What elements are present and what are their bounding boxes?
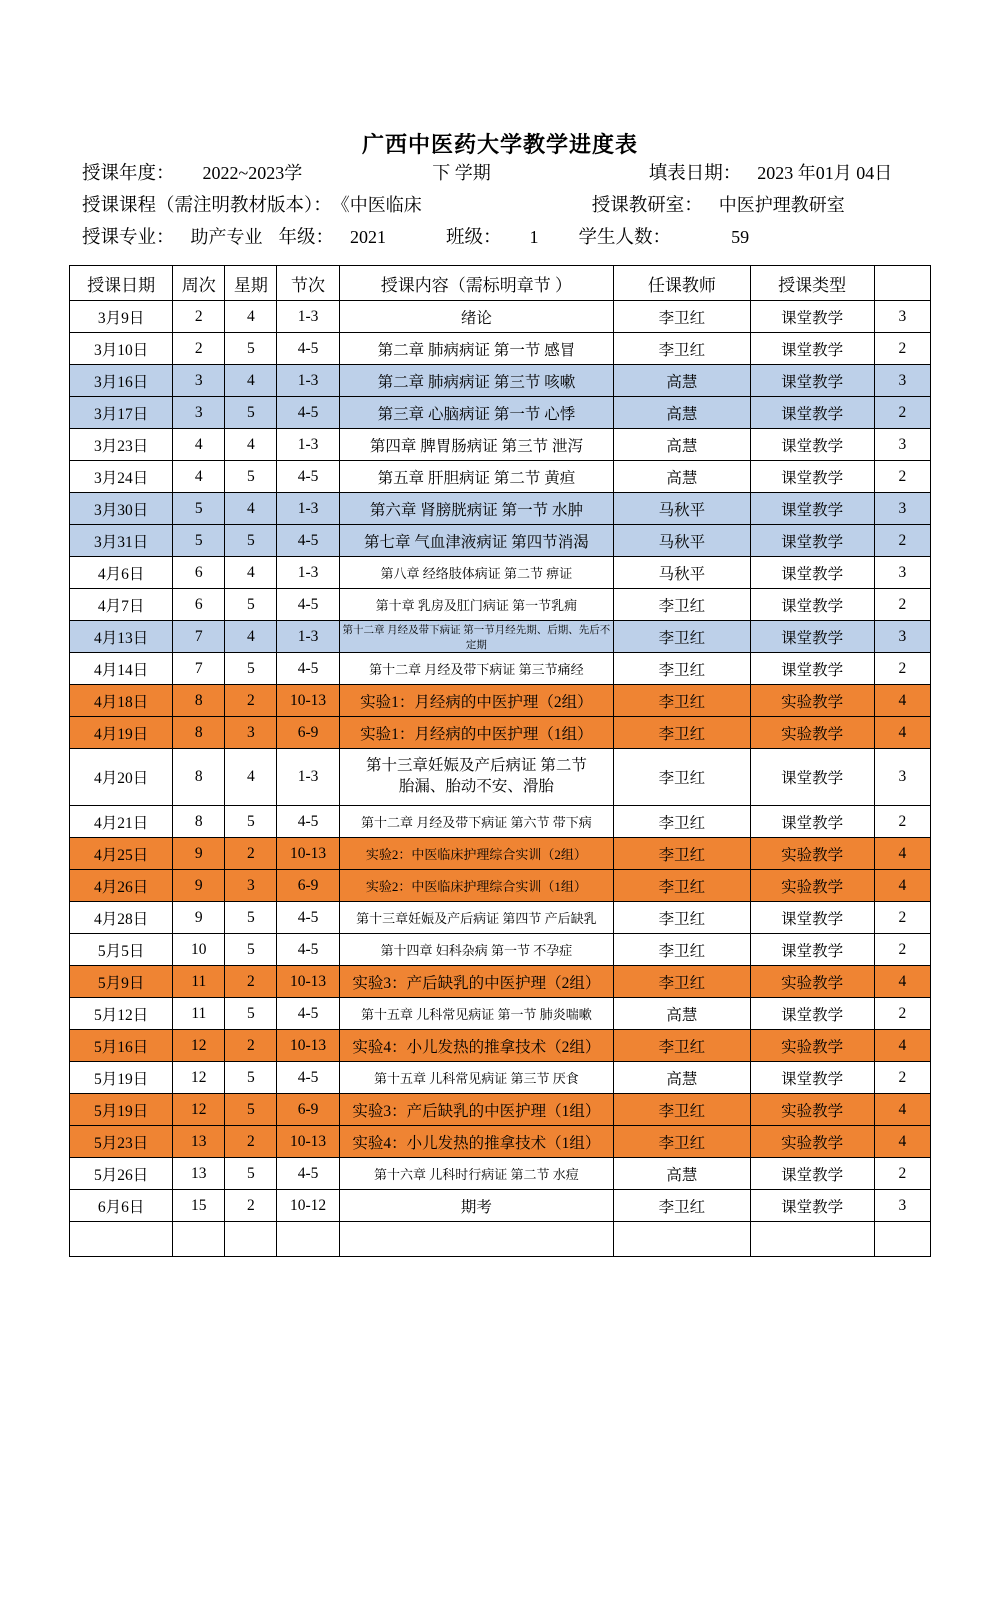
cell-section: 4-5 xyxy=(277,1062,339,1094)
cell-day: 5 xyxy=(225,902,277,934)
cell-date: 4月18日 xyxy=(70,685,173,717)
cell-day: 2 xyxy=(225,685,277,717)
cell-teacher: 李卫红 xyxy=(614,301,750,333)
cell-content: 期考 xyxy=(339,1190,614,1222)
cell-hours: 2 xyxy=(874,998,930,1030)
cell-week: 13 xyxy=(173,1158,225,1190)
cell-section: 4-5 xyxy=(277,902,339,934)
cell-section: 1-3 xyxy=(277,301,339,333)
cell-section: 10-13 xyxy=(277,838,339,870)
cell-day: 2 xyxy=(225,966,277,998)
cell-hours: 2 xyxy=(874,653,930,685)
table-row xyxy=(70,806,931,838)
cell-teacher: 李卫红 xyxy=(614,934,750,966)
table-row xyxy=(70,1062,931,1094)
cell-hours xyxy=(874,1222,930,1257)
cell-hours: 2 xyxy=(874,806,930,838)
table-row xyxy=(70,934,931,966)
cell-type: 实验教学 xyxy=(750,1030,874,1062)
cell-week: 8 xyxy=(173,749,225,806)
cell-hours: 3 xyxy=(874,749,930,806)
cell-hours: 3 xyxy=(874,301,930,333)
cell-date: 4月19日 xyxy=(70,717,173,749)
cell-content: 实验1：月经病的中医护理（1组） xyxy=(339,717,614,749)
cell-type: 课堂教学 xyxy=(750,902,874,934)
cell-content: 第十二章 月经及带下病证 第六节 带下病 xyxy=(339,806,614,838)
cell-teacher: 李卫红 xyxy=(614,1030,750,1062)
cell-date: 5月9日 xyxy=(70,966,173,998)
cell-type: 课堂教学 xyxy=(750,1190,874,1222)
cell-content: 实验2：中医临床护理综合实训（1组） xyxy=(339,870,614,902)
cell-hours: 4 xyxy=(874,685,930,717)
cell-date: 4月21日 xyxy=(70,806,173,838)
cell-section: 4-5 xyxy=(277,998,339,1030)
cell-date: 4月26日 xyxy=(70,870,173,902)
cell-week: 5 xyxy=(173,493,225,525)
class-label: 班级： xyxy=(446,228,502,248)
cell-teacher: 马秋平 xyxy=(614,525,750,557)
cell-type: 课堂教学 xyxy=(750,653,874,685)
cell-week: 4 xyxy=(173,461,225,493)
cell-section: 1-3 xyxy=(277,365,339,397)
cell-teacher: 李卫红 xyxy=(614,1094,750,1126)
cell-day: 3 xyxy=(225,717,277,749)
cell-type: 实验教学 xyxy=(750,1094,874,1126)
cell-hours: 4 xyxy=(874,1030,930,1062)
students-label: 学生人数： xyxy=(578,228,672,248)
cell-content: 第二章 肺病病证 第三节 咳嗽 xyxy=(339,365,614,397)
cell-week: 13 xyxy=(173,1126,225,1158)
cell-hours: 3 xyxy=(874,557,930,589)
cell-type: 课堂教学 xyxy=(750,429,874,461)
cell-type: 实验教学 xyxy=(750,838,874,870)
cell-section: 4-5 xyxy=(277,461,339,493)
cell-week: 6 xyxy=(173,589,225,621)
cell-type: 课堂教学 xyxy=(750,621,874,653)
cell-type: 实验教学 xyxy=(750,966,874,998)
cell-week: 8 xyxy=(173,806,225,838)
cell-date: 5月23日 xyxy=(70,1126,173,1158)
cell-teacher: 李卫红 xyxy=(614,838,750,870)
cell-day: 5 xyxy=(225,525,277,557)
cell-hours: 2 xyxy=(874,934,930,966)
cell-week: 7 xyxy=(173,621,225,653)
meta-row-course xyxy=(82,191,922,223)
cell-day: 2 xyxy=(225,1030,277,1062)
cell-week: 8 xyxy=(173,685,225,717)
cell-day: 5 xyxy=(225,806,277,838)
cell-hours: 4 xyxy=(874,1094,930,1126)
cell-section: 4-5 xyxy=(277,525,339,557)
cell-hours: 2 xyxy=(874,461,930,493)
cell-day: 4 xyxy=(225,493,277,525)
cell-hours: 2 xyxy=(874,1158,930,1190)
cell-hours: 4 xyxy=(874,1126,930,1158)
cell-content: 第五章 肝胆病证 第二节 黄疸 xyxy=(339,461,614,493)
table-row xyxy=(70,902,931,934)
year-label: 授课年度： xyxy=(82,164,175,184)
cell-section: 10-13 xyxy=(277,966,339,998)
cell-date: 6月6日 xyxy=(70,1190,173,1222)
cell-teacher: 李卫红 xyxy=(614,966,750,998)
table-row xyxy=(70,1094,931,1126)
class-value: 1 xyxy=(529,227,539,247)
cell-date: 3月16日 xyxy=(70,365,173,397)
cell-type xyxy=(750,1222,874,1257)
cell-content: 绪论 xyxy=(339,301,614,333)
cell-content: 第十二章 月经及带下病证 第一节月经先期、后期、先后不定期 xyxy=(339,621,614,653)
cell-hours: 2 xyxy=(874,902,930,934)
cell-day: 5 xyxy=(225,653,277,685)
cell-week: 15 xyxy=(173,1190,225,1222)
cell-teacher: 李卫红 xyxy=(614,749,750,806)
cell-date: 4月14日 xyxy=(70,653,173,685)
cell-day: 4 xyxy=(225,365,277,397)
cell-teacher: 高慧 xyxy=(614,461,750,493)
course-label: 授课课程（需注明教材版本）： xyxy=(82,196,332,216)
cell-date: 3月23日 xyxy=(70,429,173,461)
cell-section: 1-3 xyxy=(277,557,339,589)
fill-date-value: 2023 年01月 04日 xyxy=(757,163,893,183)
meta-row-year xyxy=(82,159,922,191)
cell-week: 4 xyxy=(173,429,225,461)
grade-value: 2021 xyxy=(350,227,387,247)
cell-week: 2 xyxy=(173,301,225,333)
table-row xyxy=(70,1030,931,1062)
table-header-row xyxy=(70,266,931,301)
major-label: 授课专业： xyxy=(82,228,175,248)
cell-section: 4-5 xyxy=(277,934,339,966)
schedule-body xyxy=(70,301,931,1257)
cell-type: 课堂教学 xyxy=(750,934,874,966)
cell-teacher: 李卫红 xyxy=(614,717,750,749)
table-row xyxy=(70,717,931,749)
cell-content: 第十二章 月经及带下病证 第三节痛经 xyxy=(339,653,614,685)
header-hours xyxy=(874,266,930,301)
cell-date: 3月30日 xyxy=(70,493,173,525)
table-row xyxy=(70,621,931,653)
cell-content: 第十五章 儿科常见病证 第一节 肺炎喘嗽 xyxy=(339,998,614,1030)
cell-content: 第十四章 妇科杂病 第一节 不孕症 xyxy=(339,934,614,966)
cell-section: 1-3 xyxy=(277,429,339,461)
cell-day: 4 xyxy=(225,429,277,461)
cell-teacher: 李卫红 xyxy=(614,1126,750,1158)
year-value: 2022~2023学 xyxy=(202,163,303,183)
cell-section: 6-9 xyxy=(277,1094,339,1126)
document-page xyxy=(0,128,1000,1601)
table-row xyxy=(70,333,931,365)
grade-label: 年级： xyxy=(278,228,335,248)
cell-type: 课堂教学 xyxy=(750,493,874,525)
table-row xyxy=(70,685,931,717)
table-row xyxy=(70,653,931,685)
cell-teacher: 李卫红 xyxy=(614,685,750,717)
cell-week: 12 xyxy=(173,1030,225,1062)
cell-date: 5月19日 xyxy=(70,1062,173,1094)
cell-day: 5 xyxy=(225,1062,277,1094)
cell-date: 3月10日 xyxy=(70,333,173,365)
cell-teacher: 高慧 xyxy=(614,998,750,1030)
table-row xyxy=(70,429,931,461)
cell-day: 4 xyxy=(225,557,277,589)
cell-week: 8 xyxy=(173,717,225,749)
cell-date xyxy=(70,1222,173,1257)
cell-date: 5月26日 xyxy=(70,1158,173,1190)
table-row xyxy=(70,397,931,429)
cell-content: 第四章 脾胃肠病证 第三节 泄泻 xyxy=(339,429,614,461)
cell-hours: 2 xyxy=(874,589,930,621)
cell-day: 5 xyxy=(225,998,277,1030)
cell-hours: 2 xyxy=(874,333,930,365)
cell-section: 6-9 xyxy=(277,870,339,902)
cell-week: 10 xyxy=(173,934,225,966)
cell-content: 第十六章 儿科时行病证 第二节 水痘 xyxy=(339,1158,614,1190)
cell-date: 3月24日 xyxy=(70,461,173,493)
cell-content: 第十章 乳房及肛门病证 第一节乳痈 xyxy=(339,589,614,621)
cell-section: 4-5 xyxy=(277,333,339,365)
cell-week: 9 xyxy=(173,902,225,934)
cell-section: 1-3 xyxy=(277,621,339,653)
cell-teacher: 李卫红 xyxy=(614,621,750,653)
cell-section: 6-9 xyxy=(277,717,339,749)
cell-date: 4月25日 xyxy=(70,838,173,870)
cell-section: 10-12 xyxy=(277,1190,339,1222)
table-row xyxy=(70,1126,931,1158)
students-value: 59 xyxy=(731,227,750,247)
cell-week xyxy=(173,1222,225,1257)
cell-date: 5月12日 xyxy=(70,998,173,1030)
cell-date: 4月28日 xyxy=(70,902,173,934)
cell-content: 第十五章 儿科常见病证 第三节 厌食 xyxy=(339,1062,614,1094)
cell-type: 课堂教学 xyxy=(750,397,874,429)
cell-type: 课堂教学 xyxy=(750,301,874,333)
cell-content: 实验4：小儿发热的推拿技术（1组） xyxy=(339,1126,614,1158)
cell-date: 3月17日 xyxy=(70,397,173,429)
cell-week: 2 xyxy=(173,333,225,365)
table-row xyxy=(70,365,931,397)
cell-date: 4月20日 xyxy=(70,749,173,806)
cell-hours: 3 xyxy=(874,1190,930,1222)
cell-section: 10-13 xyxy=(277,685,339,717)
table-row xyxy=(70,966,931,998)
cell-week: 3 xyxy=(173,365,225,397)
cell-hours: 4 xyxy=(874,966,930,998)
table-row xyxy=(70,461,931,493)
office-label: 授课教研室： xyxy=(591,196,703,216)
cell-week: 11 xyxy=(173,966,225,998)
cell-type: 课堂教学 xyxy=(750,749,874,806)
header-content: 授课内容（需标明章节 ） xyxy=(339,266,614,301)
cell-day: 5 xyxy=(225,1094,277,1126)
table-row xyxy=(70,557,931,589)
cell-content: 第七章 气血津液病证 第四节消渴 xyxy=(339,525,614,557)
meta-block xyxy=(78,159,922,255)
cell-teacher: 高慧 xyxy=(614,1062,750,1094)
cell-hours: 2 xyxy=(874,1062,930,1094)
cell-section: 4-5 xyxy=(277,397,339,429)
header-section: 节次 xyxy=(277,266,339,301)
cell-type: 课堂教学 xyxy=(750,1062,874,1094)
table-row xyxy=(70,493,931,525)
cell-type: 实验教学 xyxy=(750,870,874,902)
cell-content: 实验2：中医临床护理综合实训（2组） xyxy=(339,838,614,870)
cell-date: 5月5日 xyxy=(70,934,173,966)
cell-date: 3月31日 xyxy=(70,525,173,557)
cell-teacher: 高慧 xyxy=(614,429,750,461)
cell-content: 实验3：产后缺乳的中医护理（1组） xyxy=(339,1094,614,1126)
cell-teacher: 李卫红 xyxy=(614,870,750,902)
table-row xyxy=(70,1222,931,1257)
cell-section: 4-5 xyxy=(277,806,339,838)
cell-section: 4-5 xyxy=(277,589,339,621)
cell-type: 课堂教学 xyxy=(750,333,874,365)
cell-content xyxy=(339,1222,614,1257)
cell-day: 2 xyxy=(225,1126,277,1158)
cell-day: 5 xyxy=(225,934,277,966)
cell-day: 5 xyxy=(225,1158,277,1190)
header-type: 授课类型 xyxy=(750,266,874,301)
cell-teacher: 高慧 xyxy=(614,1158,750,1190)
cell-hours: 2 xyxy=(874,397,930,429)
cell-hours: 4 xyxy=(874,717,930,749)
cell-week: 3 xyxy=(173,397,225,429)
cell-week: 11 xyxy=(173,998,225,1030)
header-week: 周次 xyxy=(173,266,225,301)
cell-section: 1-3 xyxy=(277,749,339,806)
cell-content: 第三章 心脑病证 第一节 心悸 xyxy=(339,397,614,429)
header-date: 授课日期 xyxy=(70,266,173,301)
office-value: 中医护理教研室 xyxy=(718,195,845,215)
cell-day xyxy=(225,1222,277,1257)
cell-date: 3月9日 xyxy=(70,301,173,333)
cell-teacher: 高慧 xyxy=(614,397,750,429)
cell-type: 课堂教学 xyxy=(750,806,874,838)
cell-hours: 3 xyxy=(874,493,930,525)
cell-content: 实验4：小儿发热的推拿技术（2组） xyxy=(339,1030,614,1062)
cell-hours: 3 xyxy=(874,365,930,397)
schedule-table xyxy=(69,265,931,1257)
header-teacher: 任课教师 xyxy=(614,266,750,301)
cell-week: 5 xyxy=(173,525,225,557)
cell-section: 10-13 xyxy=(277,1126,339,1158)
cell-hours: 3 xyxy=(874,621,930,653)
term-value: 下 学期 xyxy=(432,163,491,183)
cell-teacher: 高慧 xyxy=(614,365,750,397)
cell-week: 7 xyxy=(173,653,225,685)
cell-hours: 2 xyxy=(874,525,930,557)
cell-date: 5月19日 xyxy=(70,1094,173,1126)
cell-day: 2 xyxy=(225,1190,277,1222)
cell-type: 课堂教学 xyxy=(750,365,874,397)
cell-section: 1-3 xyxy=(277,493,339,525)
cell-week: 12 xyxy=(173,1094,225,1126)
cell-day: 4 xyxy=(225,301,277,333)
cell-date: 5月16日 xyxy=(70,1030,173,1062)
cell-type: 课堂教学 xyxy=(750,557,874,589)
cell-week: 9 xyxy=(173,838,225,870)
cell-content: 第八章 经络肢体病证 第二节 痹证 xyxy=(339,557,614,589)
cell-teacher: 李卫红 xyxy=(614,333,750,365)
table-row xyxy=(70,525,931,557)
cell-day: 4 xyxy=(225,621,277,653)
table-row xyxy=(70,838,931,870)
page-title: 广西中医药大学教学进度表 xyxy=(361,132,638,157)
cell-type: 课堂教学 xyxy=(750,461,874,493)
cell-day: 5 xyxy=(225,461,277,493)
cell-type: 实验教学 xyxy=(750,717,874,749)
cell-day: 2 xyxy=(225,838,277,870)
cell-section xyxy=(277,1222,339,1257)
meta-row-major xyxy=(82,223,922,255)
cell-date: 4月7日 xyxy=(70,589,173,621)
cell-teacher: 李卫红 xyxy=(614,806,750,838)
course-value: 《中医临床 xyxy=(331,195,422,215)
cell-hours: 4 xyxy=(874,870,930,902)
cell-type: 课堂教学 xyxy=(750,998,874,1030)
cell-teacher: 马秋平 xyxy=(614,493,750,525)
table-row xyxy=(70,998,931,1030)
cell-type: 实验教学 xyxy=(750,1126,874,1158)
cell-hours: 3 xyxy=(874,429,930,461)
cell-date: 4月13日 xyxy=(70,621,173,653)
table-row xyxy=(70,301,931,333)
cell-day: 5 xyxy=(225,333,277,365)
major-value: 助产专业 xyxy=(190,227,263,247)
cell-day: 4 xyxy=(225,749,277,806)
cell-teacher: 李卫红 xyxy=(614,589,750,621)
cell-date: 4月6日 xyxy=(70,557,173,589)
cell-type: 课堂教学 xyxy=(750,1158,874,1190)
cell-type: 课堂教学 xyxy=(750,589,874,621)
cell-teacher xyxy=(614,1222,750,1257)
table-row xyxy=(70,749,931,806)
cell-teacher: 马秋平 xyxy=(614,557,750,589)
table-row xyxy=(70,870,931,902)
cell-type: 实验教学 xyxy=(750,685,874,717)
cell-content: 第十三章妊娠及产后病证 第四节 产后缺乳 xyxy=(339,902,614,934)
cell-teacher: 李卫红 xyxy=(614,1190,750,1222)
cell-week: 9 xyxy=(173,870,225,902)
cell-content: 实验1：月经病的中医护理（2组） xyxy=(339,685,614,717)
table-row xyxy=(70,589,931,621)
cell-day: 3 xyxy=(225,870,277,902)
fill-date-label: 填表日期： xyxy=(648,164,742,184)
cell-teacher: 李卫红 xyxy=(614,653,750,685)
table-row xyxy=(70,1190,931,1222)
cell-section: 4-5 xyxy=(277,653,339,685)
cell-week: 6 xyxy=(173,557,225,589)
cell-teacher: 李卫红 xyxy=(614,902,750,934)
cell-type: 课堂教学 xyxy=(750,525,874,557)
header-day: 星期 xyxy=(225,266,277,301)
cell-week: 12 xyxy=(173,1062,225,1094)
cell-content: 实验3：产后缺乳的中医护理（2组） xyxy=(339,966,614,998)
table-row xyxy=(70,1158,931,1190)
cell-day: 5 xyxy=(225,589,277,621)
cell-content: 第二章 肺病病证 第一节 感冒 xyxy=(339,333,614,365)
cell-section: 10-13 xyxy=(277,1030,339,1062)
cell-content: 第六章 肾膀胱病证 第一节 水肿 xyxy=(339,493,614,525)
cell-day: 5 xyxy=(225,397,277,429)
cell-content: 第十三章妊娠及产后病证 第二节 胎漏、胎动不安、滑胎 xyxy=(339,749,614,806)
cell-hours: 4 xyxy=(874,838,930,870)
cell-section: 4-5 xyxy=(277,1158,339,1190)
